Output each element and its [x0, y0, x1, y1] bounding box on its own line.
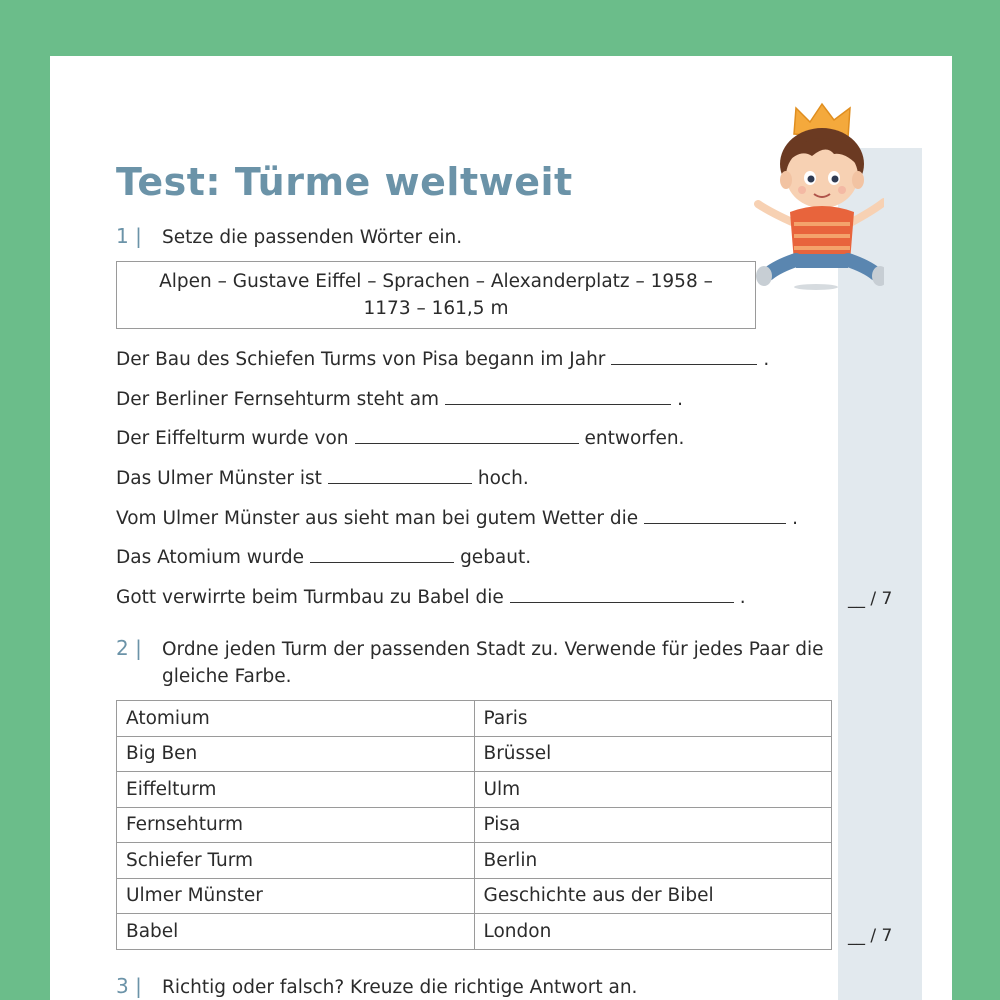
sentence-2	[116, 389, 683, 410]
kid-with-crown-illustration	[750, 82, 884, 292]
table-row	[117, 701, 832, 737]
sentence-7	[116, 587, 746, 608]
city-cell[interactable]: Ulm	[474, 772, 832, 808]
city-cell[interactable]: Pisa	[474, 807, 832, 843]
tower-cell[interactable]: Ulmer Münster	[117, 878, 475, 914]
sentence-5	[116, 508, 798, 529]
city-cell[interactable]: Brüssel	[474, 736, 832, 772]
sentence-text: Das Atomium wurde	[116, 547, 305, 568]
city-cell[interactable]: Paris	[474, 701, 832, 737]
task-2-score: __ / 7	[848, 926, 893, 946]
sentence-text: Der Berliner Fernsehturm steht am	[116, 389, 440, 410]
instruction-line: gleiche Farbe.	[162, 666, 292, 687]
tower-cell[interactable]: Fernsehturm	[117, 807, 475, 843]
city-cell[interactable]: Geschichte aus der Bibel	[474, 878, 832, 914]
city-cell[interactable]: Berlin	[474, 843, 832, 879]
word-bank-line-2: 1173 – 161,5 m	[363, 298, 509, 319]
table-row	[117, 914, 832, 950]
sentence-1	[116, 349, 769, 370]
sentence-text: Das Ulmer Münster ist	[116, 468, 322, 489]
word-bank-line-1: Alpen – Gustave Eiffel – Sprachen – Alexanderplatz – 1958 –	[159, 271, 713, 292]
tower-cell[interactable]: Atomium	[117, 701, 475, 737]
sentence-3	[116, 428, 684, 449]
page-title: Test: Türme weltweit	[116, 160, 573, 204]
worksheet-page	[50, 56, 952, 1000]
task-1-number: 1 |	[116, 224, 142, 248]
city-cell[interactable]: London	[474, 914, 832, 950]
sentence-text: .	[763, 349, 770, 370]
answer-blank[interactable]	[510, 588, 734, 603]
table-row	[117, 843, 832, 879]
sentence-text: Vom Ulmer Münster aus sieht man bei gutem Wetter die	[116, 508, 639, 529]
table-row	[117, 807, 832, 843]
task-1-score: __ / 7	[848, 589, 893, 609]
task-3-number: 3 |	[116, 974, 142, 998]
sentence-text: .	[677, 389, 683, 410]
tower-cell[interactable]: Eiffelturm	[117, 772, 475, 808]
matching-table	[116, 700, 832, 950]
sentence-text: hoch.	[477, 468, 529, 489]
tower-cell[interactable]: Babel	[117, 914, 475, 950]
answer-blank[interactable]	[328, 469, 472, 484]
sentence-text: .	[739, 587, 746, 608]
word-bank	[116, 261, 756, 329]
task-2-instruction	[162, 636, 842, 690]
answer-blank[interactable]	[644, 509, 786, 524]
sentence-text: Der Bau des Schiefen Turms von Pisa begann im Jahr	[116, 349, 606, 370]
sentence-text: .	[792, 508, 799, 529]
sentence-text: gebaut.	[460, 547, 532, 568]
sentence-6	[116, 547, 531, 568]
task-1-instruction: Setze die passenden Wörter ein.	[162, 227, 463, 248]
tower-cell[interactable]: Schiefer Turm	[117, 843, 475, 879]
answer-blank[interactable]	[611, 350, 757, 365]
sentence-text: Gott verwirrte beim Turmbau zu Babel die	[116, 587, 504, 608]
task-3-instruction: Richtig oder falsch? Kreuze die richtige Antwort an.	[162, 977, 638, 998]
table-row	[117, 736, 832, 772]
table-row	[117, 878, 832, 914]
instruction-line: Ordne jeden Turm der passenden Stadt zu. Verwende für jedes Paar die	[162, 639, 824, 660]
answer-blank[interactable]	[445, 390, 671, 405]
sentence-text: Der Eiffelturm wurde von	[116, 428, 349, 449]
sentence-text: entworfen.	[584, 428, 685, 449]
answer-blank[interactable]	[355, 429, 579, 444]
tower-cell[interactable]: Big Ben	[117, 736, 475, 772]
answer-blank[interactable]	[310, 548, 454, 563]
task-2-number: 2 |	[116, 636, 142, 660]
table-row	[117, 772, 832, 808]
sentence-4	[116, 468, 529, 489]
